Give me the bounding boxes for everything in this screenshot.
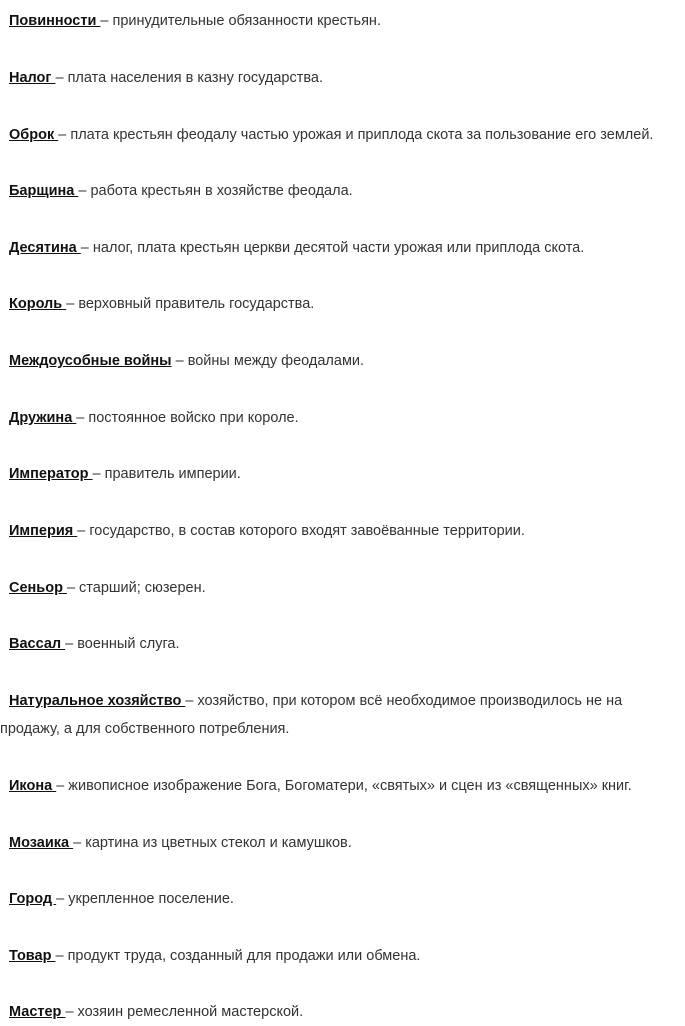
term: Междоусобные войны: [9, 353, 172, 369]
term: Натуральное хозяйство: [9, 693, 186, 709]
definition: военный слуга.: [77, 636, 180, 652]
definition: живописное изображение Бога, Богоматери, «святых» и сцен из «священных» книг.: [68, 778, 632, 794]
definition: хозяин ремесленной мастерской.: [77, 1004, 304, 1020]
glossary-entry: [9, 347, 685, 375]
separator: –: [56, 778, 69, 794]
definition: укрепленное поселение.: [68, 891, 234, 907]
term: Король: [9, 296, 67, 312]
glossary-entry: [0, 687, 685, 743]
separator: –: [77, 523, 90, 539]
term: Дружина: [9, 410, 77, 426]
term: Император: [9, 466, 93, 482]
definition: правитель империи.: [104, 466, 241, 482]
definition: войны между феодалами.: [187, 353, 365, 369]
glossary-entry: [9, 121, 685, 149]
term: Товар: [9, 948, 56, 964]
separator: –: [80, 240, 93, 256]
term: Барщина: [9, 183, 79, 199]
separator: –: [66, 296, 79, 312]
separator: –: [92, 466, 105, 482]
glossary-entry: [9, 998, 685, 1026]
glossary-entry: [9, 772, 685, 800]
separator: –: [55, 948, 68, 964]
glossary-entry: [9, 942, 685, 970]
separator: –: [73, 835, 86, 851]
definition: верховный правитель государства.: [78, 296, 315, 312]
definition: плата населения в казну государства.: [67, 70, 324, 86]
term: Икона: [9, 778, 57, 794]
separator: –: [55, 70, 68, 86]
term: Город: [9, 891, 57, 907]
term: Десятина: [9, 240, 81, 256]
separator: –: [78, 183, 91, 199]
term: Мастер: [9, 1004, 66, 1020]
definition: постоянное войско при короле.: [88, 410, 299, 426]
glossary-entry: [9, 885, 685, 913]
glossary-entry: [9, 829, 685, 857]
glossary-entry: [9, 630, 685, 658]
separator: –: [171, 353, 188, 369]
definition: старший; сюзерен.: [79, 580, 206, 596]
definition: налог, плата крестьян церкви десятой части урожая или приплода скота.: [92, 240, 585, 256]
glossary-entry: [9, 517, 685, 545]
separator: –: [58, 127, 71, 143]
term: Налог: [9, 70, 56, 86]
separator: –: [65, 636, 78, 652]
definition: хозяйство, при котором всё необходимое производилось не на продажу, а для собственного потребления.: [0, 693, 623, 737]
term: Империя: [9, 523, 78, 539]
glossary-entry: [9, 177, 685, 205]
term: Повинности: [9, 13, 101, 29]
definition: продукт труда, созданный для продажи или обмена.: [67, 948, 421, 964]
glossary-entry: [9, 404, 685, 432]
term: Мозаика: [9, 835, 74, 851]
definition: государство, в состав которого входят завоёванные территории.: [89, 523, 525, 539]
glossary-entry: [9, 64, 685, 92]
term: Оброк: [9, 127, 59, 143]
term: Вассал: [9, 636, 66, 652]
definition: картина из цветных стекол и камушков.: [85, 835, 352, 851]
glossary-entry: [9, 290, 685, 318]
glossary-entry: [9, 234, 685, 262]
separator: –: [65, 1004, 78, 1020]
separator: –: [185, 693, 198, 709]
separator: –: [56, 891, 69, 907]
separator: –: [66, 580, 80, 596]
definition: работа крестьян в хозяйстве феодала.: [90, 183, 353, 199]
glossary-entry: [9, 460, 685, 488]
definition: принудительные обязанности крестьян.: [112, 13, 381, 29]
glossary-entry: [9, 574, 685, 602]
separator: –: [76, 410, 89, 426]
separator: –: [100, 13, 113, 29]
definition: плата крестьян феодалу частью урожая и приплода скота за пользование его землей.: [70, 127, 654, 143]
glossary-entry: [9, 7, 685, 35]
term: Сеньор: [9, 580, 67, 596]
